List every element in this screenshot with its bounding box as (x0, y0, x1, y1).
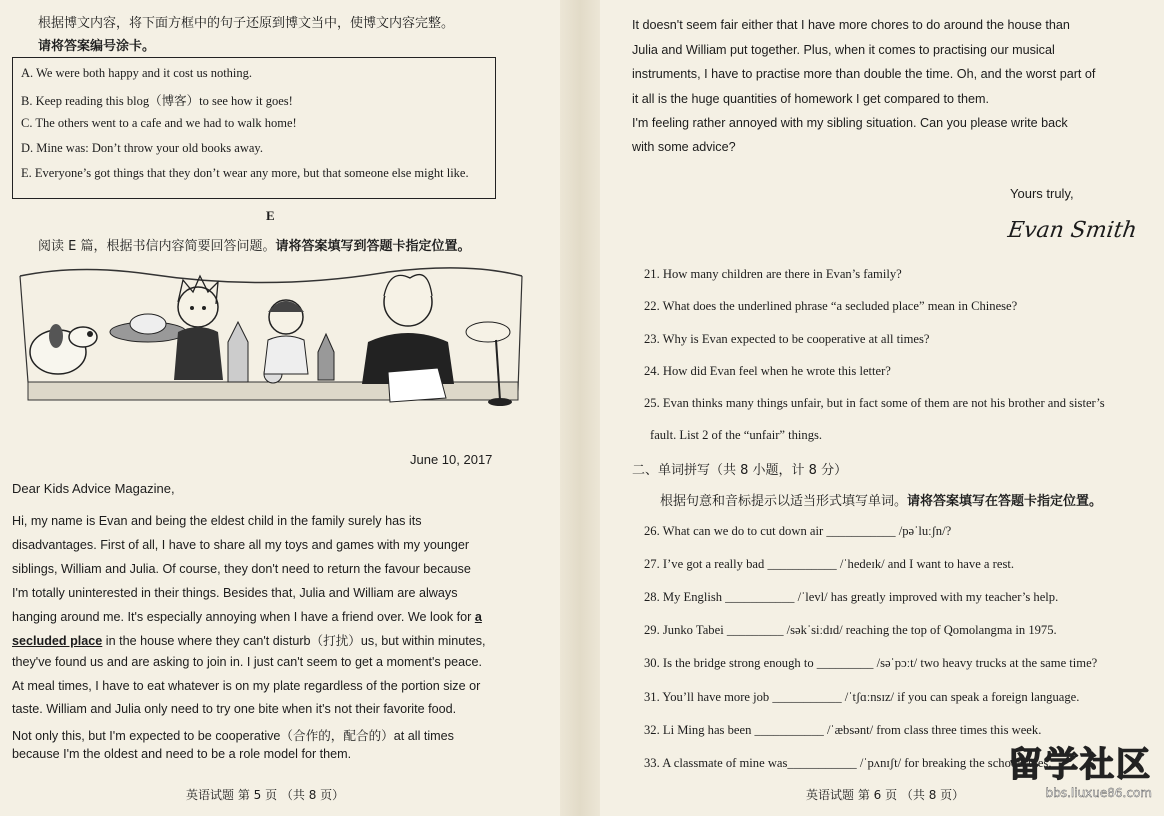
letter-line: At meal times, I have to eat whatever is on my plate regardless of the portion size or (12, 679, 481, 693)
spelling-item-33: 33. A classmate of mine was___________ /ˈpʌnɪʃt/ for breaking the school rules. (644, 756, 1052, 770)
question-25-cont: fault. List 2 of the “unfair” things. (650, 428, 823, 442)
task-instruction-bold: 请将答案编号涂卡。 (38, 39, 156, 54)
option-b: B. Keep reading this blog（博客）to see how it goes! (21, 94, 293, 108)
letter-line: Not only this, but I'm expected to be cooperative（合作的，配合的）at all times (12, 729, 454, 743)
watermark-logo: 留学社区 (1008, 745, 1152, 785)
letter-line: because I'm the oldest and need to be a role model for them. (12, 747, 352, 761)
spelling-item-28: 28. My English ___________ /ˈlevl/ has greatly improved with my teacher’s help. (644, 590, 1059, 604)
left-page (0, 0, 560, 816)
letter-line: instruments, I have to practise more than double the time. Oh, and the worst part of (632, 67, 1096, 81)
letter-line: it all is the huge quantities of homework I get compared to them. (632, 92, 990, 106)
spelling-item-30: 30. Is the bridge strong enough to _________ /səˈpɔːt/ two heavy trucks at the same time? (644, 656, 1098, 670)
option-d: D. Mine was: Don’t throw your old books away. (21, 141, 263, 155)
section-label: E (266, 208, 275, 223)
options-box (12, 57, 496, 199)
evan-writing-drawing (362, 275, 454, 402)
letter-line: It doesn't seem fair either that I have more chores to do around the house than (632, 18, 1070, 32)
option-c: C. The others went to a cafe and we had to walk home! (21, 116, 297, 130)
section2-instruction: 根据句意和音标提示以适当形式填写单词。请将答案填写在答题卡指定位置。 (660, 494, 1103, 509)
question-21: 21. How many children are there in Evan’s family? (644, 267, 902, 281)
question-23: 23. Why is Evan expected to be cooperative at all times? (644, 332, 930, 346)
watermark-url: bbs.liuxue86.com (1045, 786, 1152, 800)
letter-line: I'm feeling rather annoyed with my sibling situation. Can you please write back (632, 116, 1068, 130)
letter-line: taste. William and Julia only need to try one bite when it's not their favorite food. (12, 702, 457, 716)
girl-drawing (264, 300, 308, 374)
letter-line: I'm totally uninterested in their things. Besides that, Julia and William are always (12, 586, 458, 600)
site-watermark (1008, 737, 1152, 800)
page-footer-right: 英语试题 第 6 页 （共 8 页） (806, 788, 965, 802)
letter-line: Hi, my name is Evan and being the eldest child in the family surely has its (12, 514, 422, 528)
letter-closing: Yours truly, (1010, 186, 1074, 201)
letter-line: hanging around me. It's especially annoying when I have a friend over. We look for a (12, 610, 482, 624)
question-22: 22. What does the underlined phrase “a secluded place” mean in Chinese? (644, 299, 1018, 313)
question-25: 25. Evan thinks many things unfair, but in fact some of them are not his brother and sister’s (644, 396, 1105, 410)
question-24: 24. How did Evan feel when he wrote this letter? (644, 364, 891, 378)
page-gutter (560, 0, 600, 816)
spelling-item-31: 31. You’ll have more job ___________ /ˈtʃɑːnsɪz/ if you can speak a foreign language. (644, 690, 1080, 704)
underlined-phrase: secluded place (12, 634, 103, 648)
page-footer-left: 英语试题 第 5 页 （共 8 页） (186, 788, 345, 802)
letter-line: Julia and William put together. Plus, when it comes to practising our musical (632, 43, 1055, 57)
section2-title: 二、单词拼写（共 8 小题，计 8 分） (632, 463, 848, 478)
spelling-item-29: 29. Junko Tabei _________ /səkˈsiːdɪd/ reaching the top of Qomolangma in 1975. (644, 623, 1057, 637)
letter-line: they've found us and are asking to join in. I just can't seem to get a moment's peace. (12, 655, 482, 669)
letter-line: siblings, William and Julia. Of course, they don't need to return the favour because (12, 562, 471, 576)
spelling-item-32: 32. Li Ming has been ___________ /ˈæbsənt/ from class three times this week. (644, 723, 1042, 737)
letter-line: disadvantages. First of all, I have to share all my toys and games with my younger (12, 538, 470, 552)
letter-line: secluded place in the house where they can't disturb（打扰）us, but within minutes, (12, 634, 486, 648)
spelling-item-26: 26. What can we do to cut down air ___________ /pəˈluːʃn/? (644, 524, 952, 538)
reading-instruction: 阅读 E 篇，根据书信内容简要回答问题。请将答案填写到答题卡指定位置。 (38, 239, 471, 254)
option-e: E. Everyone’s got things that they don’t wear any more, but that someone else might like. (21, 166, 469, 180)
signature: Evan Smith (1006, 218, 1139, 243)
children-illustration (18, 262, 524, 422)
dog-drawing (30, 324, 97, 374)
ufo-toy-drawing (110, 314, 186, 342)
letter-date: June 10, 2017 (410, 452, 493, 467)
underlined-a: a (474, 610, 482, 624)
task-instruction: 根据博文内容，将下面方框中的句子还原到博文当中，使博文内容完整。 (38, 16, 455, 31)
option-a: A. We were both happy and it cost us nothing. (21, 66, 253, 80)
spelling-item-27: 27. I’ve got a really bad ___________ /ˈhedeɪk/ and I want to have a rest. (644, 557, 1015, 571)
letter-salutation: Dear Kids Advice Magazine, (12, 481, 175, 496)
letter-line: with some advice? (632, 140, 736, 154)
